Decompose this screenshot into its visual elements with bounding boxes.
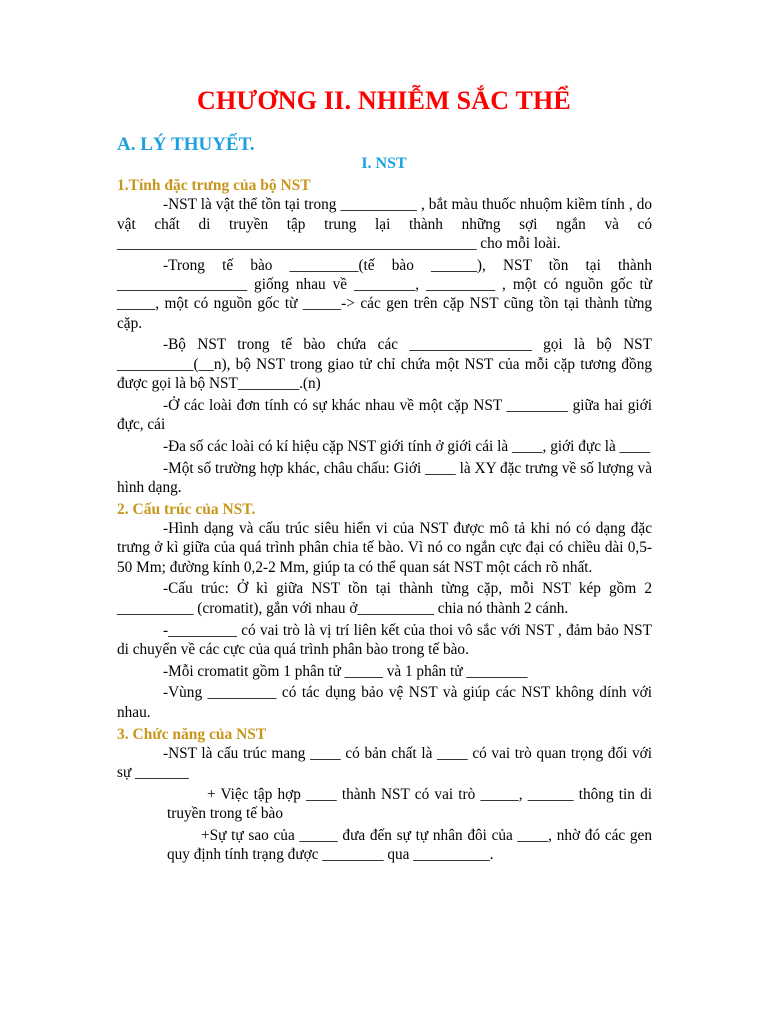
section-2-paragraph: -Vùng _________ có tác dụng bảo vệ NST và giúp các NST không dính với nhau.	[117, 684, 652, 721]
section-2-heading: 2. Cấu trúc của NST.	[117, 500, 256, 518]
section-2-paragraph: -Hình dạng và cấu trúc siêu hiển vi của NST được mô tả khi nó có dạng đặc trưng ở kì giữa của quá trình phân chia tế bào. Vì nó co ngắn cực đại có chiều dài 0,5-50 Mm; đường kính 0,2-2 Mm, giúp ta có thể quan sát NST một cách rõ nhất.	[117, 520, 652, 576]
section-1-paragraph: -Bộ NST trong tế bào chứa các ________________ gọi là bộ NST __________(__n), bộ NST trong giao tử chỉ chứa một NST của mỗi cặp tương đồng được gọi là bộ NST________.(n)	[117, 336, 652, 392]
section-1-paragraph: -Đa số các loài có kí hiệu cặp NST giới tính ở giới cái là ____, giới đực là ____	[163, 437, 651, 455]
section-1-paragraph: -Trong tế bào _________(tế bào ______), NST tồn tại thành _________________ giống nhau về ________, _________ , một có nguồn gốc từ _____, một có nguồn gốc từ _____-> các gen trên cặp NST cũng tồn tại thành từng cặp.	[117, 256, 652, 332]
section-3-heading: 3. Chức năng của NST	[117, 725, 267, 743]
part-i-heading: I. NST	[361, 155, 407, 172]
document-body	[117, 175, 652, 865]
section-2-paragraph: -Cấu trúc: Ở kì giữa NST tồn tại thành từng cặp, mỗi NST kép gồm 2 __________ (cromatit), gắn với nhau ở__________ chia nó thành 2 cánh.	[117, 580, 652, 617]
section-1-paragraph: -Một số trường hợp khác, châu chấu: Giới ____ là XY đặc trưng về số lượng và hình dạng.	[117, 459, 652, 496]
section-3-paragraph: -NST là cấu trúc mang ____ có bản chất là ____ có vai trò quan trọng đối với sự _______	[117, 744, 652, 782]
section-1-paragraph: -Ở các loài đơn tính có sự khác nhau về một cặp NST ________ giữa hai giới đực, cái	[117, 396, 652, 434]
chapter-title: CHƯƠNG II. NHIỄM SẮC THỂ	[197, 86, 571, 115]
section-1-paragraph: -NST là vật thể tồn tại trong __________ , bắt màu thuốc nhuộm kiềm tính , do vật chất di truyền tập trung lại thành những sợi ngắn và có _______________________________________________ cho mỗi loài.	[117, 196, 652, 252]
section-3-sub-item: +Sự tự sao của _____ đưa đến sự tự nhân đôi của ____, nhờ đó các gen quy định tính trạng được ________ qua __________.	[167, 827, 652, 864]
section-2-paragraph: -Mỗi cromatit gồm 1 phân tử _____ và 1 phân tử ________	[163, 662, 528, 680]
section-2-paragraph: -_________ có vai trò là vị trí liên kết của thoi vô sắc với NST , đảm bảo NST di chuyển về các cực của quá trình phân bào trong tế bào.	[117, 621, 652, 658]
part-a-heading: A. LÝ THUYẾT.	[117, 134, 255, 155]
section-1-heading: 1.Tính đặc trưng của bộ NST	[117, 177, 311, 194]
section-3-sub-item: + Việc tập hợp ____ thành NST có vai trò _____, ______ thông tin di truyền trong tế bào	[167, 785, 652, 823]
